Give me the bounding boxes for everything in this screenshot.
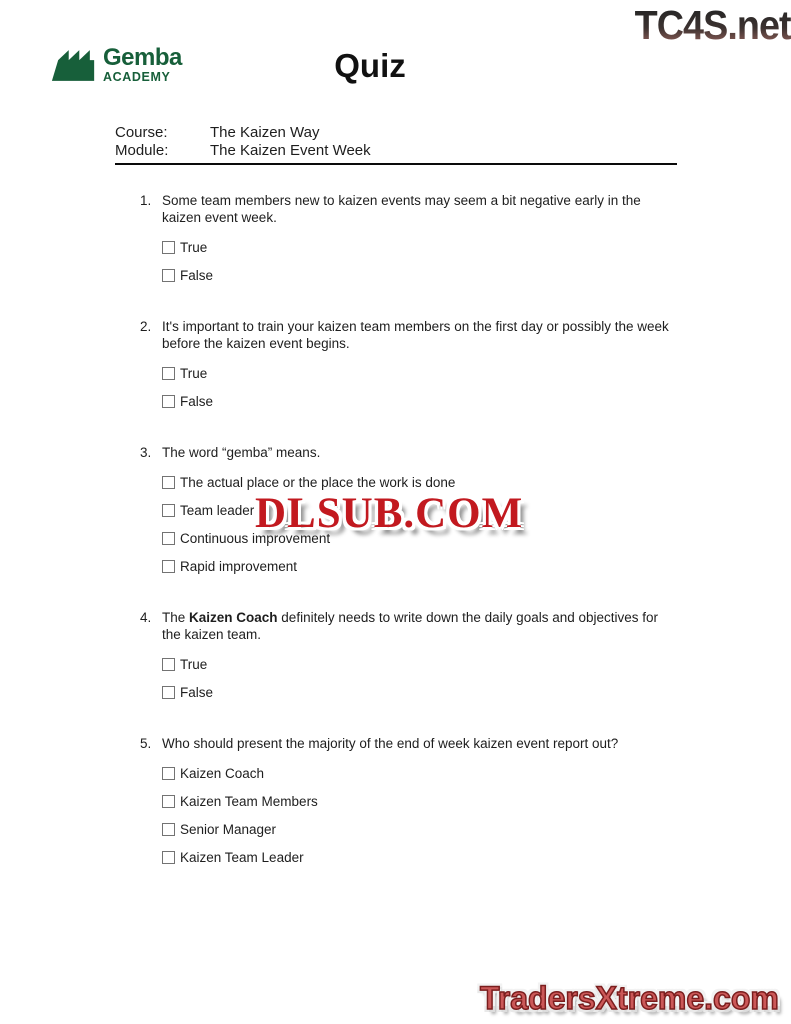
question-number: 4. [140,610,152,625]
option-label: The actual place or the place the work is done [180,474,456,490]
option-label: Rapid improvement [180,558,298,574]
option-label: False [180,393,214,409]
question-2 [140,318,680,408]
checkbox-icon[interactable] [162,395,175,408]
option-false [162,394,672,408]
module-label: Module: [115,142,169,159]
checkbox-icon[interactable] [162,686,175,699]
watermark-tc4s: TC4S.net [634,2,791,48]
option-label: Team leader [180,502,255,518]
question-text: The Kaizen Coach definitely needs to write down the daily goals and objectives for the kaizen team. [162,610,659,642]
checkbox-icon[interactable] [162,658,175,671]
question-text: Who should present the majority of the end of week kaizen event report out? [162,736,619,751]
checkbox-icon[interactable] [162,767,175,780]
checkbox-icon[interactable] [162,823,175,836]
option-label: True [180,365,208,381]
module-value: The Kaizen Event Week [210,142,371,159]
question-1 [140,192,680,282]
module-row [115,142,677,160]
watermark-tradersxtreme: TradersXtreme.com [480,980,779,1016]
option-label: Continuous improvement [180,530,331,546]
checkbox-icon[interactable] [162,367,175,380]
page-title: Quiz [334,47,406,84]
question-text: It's important to train your kaizen team members on the first day or possibly the week before the kaizen event begins. [162,319,669,351]
option-label: Senior Manager [180,821,277,837]
checkbox-icon[interactable] [162,560,175,573]
checkbox-icon[interactable] [162,851,175,864]
option-label: False [180,684,214,700]
option-actual-place [162,475,672,489]
checkbox-icon[interactable] [162,476,175,489]
logo-subtitle: ACADEMY [103,70,171,84]
option-rapid-improvement [162,559,672,573]
option-kaizen-team-leader [162,850,672,864]
option-true [162,366,672,380]
option-label: True [180,656,208,672]
option-label: Kaizen Coach [180,765,265,781]
question-number: 3. [140,445,152,460]
checkbox-icon[interactable] [162,269,175,282]
question-text: Some team members new to kaizen events may seem a bit negative early in the kaizen event week. [162,193,641,225]
option-senior-manager [162,822,672,836]
option-false [162,685,672,699]
question-5 [140,735,680,864]
checkbox-icon[interactable] [162,504,175,517]
option-kaizen-coach [162,766,672,780]
option-false [162,268,672,282]
question-number: 5. [140,736,152,751]
checkbox-icon[interactable] [162,795,175,808]
logo-name: Gemba [103,44,182,71]
question-number: 2. [140,319,152,334]
question-number: 1. [140,193,152,208]
course-value: The Kaizen Way [210,124,320,141]
option-kaizen-team-members [162,794,672,808]
course-info [115,124,677,165]
question-4 [140,609,680,699]
question-list [140,192,680,900]
course-label: Course: [115,124,168,141]
option-true [162,240,672,254]
option-label: False [180,267,214,283]
option-label: True [180,239,208,255]
option-label: Kaizen Team Members [180,793,318,809]
checkbox-icon[interactable] [162,241,175,254]
question-text: The word “gemba” means. [162,445,321,460]
option-true [162,657,672,671]
watermark-dlsub: DLSUB.COM [255,490,524,537]
course-row [115,124,677,142]
checkbox-icon[interactable] [162,532,175,545]
option-label: Kaizen Team Leader [180,849,304,865]
